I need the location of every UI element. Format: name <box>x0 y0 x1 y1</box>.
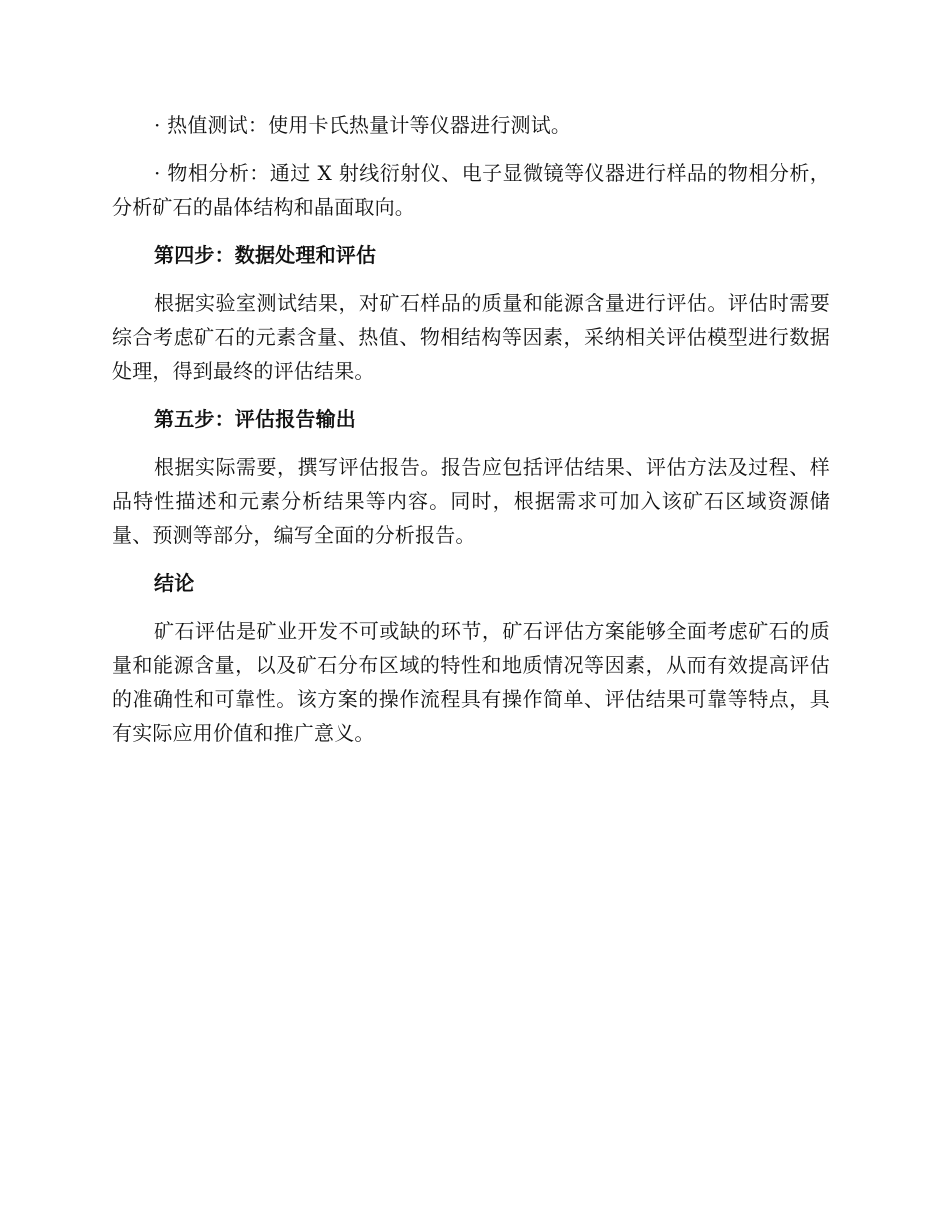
conclusion-heading: 结论 <box>154 571 195 595</box>
step5-heading: 第五步：评估报告输出 <box>154 407 356 431</box>
conclusion-body: 矿石评估是矿业开发不可或缺的环节，矿石评估方案能够全面考虑矿石的质量和能源含量，以及矿石分布区域的特性和地质情况等因素，从而有效提高评估的准确性和可靠性。该方案的操作流程具有操作简单、评估结果可靠等特点，具有实际应用价值和推广意义。 <box>112 619 830 745</box>
bullet-heat-test: · 热值测试：使用卡氏热量计等仪器进行测试。 <box>154 113 572 137</box>
document-content <box>112 108 830 764</box>
step5-body: 根据实际需要，撰写评估报告。报告应包括评估结果、评估方法及过程、样品特性描述和元素分析结果等内容。同时，根据需求可加入该矿石区域资源储量、预测等部分，编写全面的分析报告。 <box>112 455 830 547</box>
bullet-phase-analysis: · 物相分析：通过 X 射线衍射仪、电子显微镜等仪器进行样品的物相分析，分析矿石的晶体结构和晶面取向。 <box>112 161 830 219</box>
step4-heading: 第四步：数据处理和评估 <box>154 243 377 267</box>
step4-body: 根据实验室测试结果，对矿石样品的质量和能源含量进行评估。评估时需要综合考虑矿石的元素含量、热值、物相结构等因素，采纳相关评估模型进行数据处理，得到最终的评估结果。 <box>112 291 830 383</box>
